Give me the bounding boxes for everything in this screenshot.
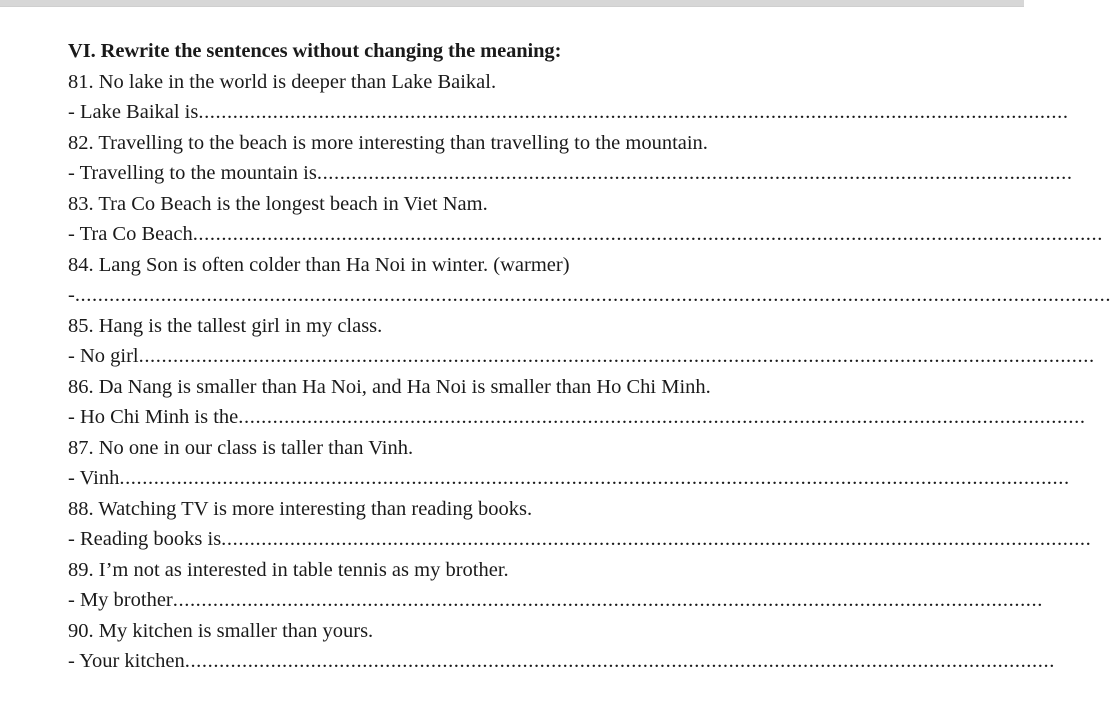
- answer-line: [68, 158, 1073, 189]
- question-text: 85. Hang is the tallest girl in my class.: [68, 314, 383, 337]
- answer-blank: ........................................................................................................................................................: [198, 101, 1069, 123]
- viewer-top-bar: [0, 0, 1024, 7]
- answer-line: [68, 463, 1070, 494]
- question-text: 81. No lake in the world is deeper than Lake Baikal.: [68, 70, 497, 93]
- question-text: 90. My kitchen is smaller than yours.: [68, 619, 374, 642]
- question-text: 83. Tra Co Beach is the longest beach in Viet Nam.: [68, 192, 488, 215]
- answer-blank: ........................................................................................................................................................: [184, 650, 1055, 672]
- answer-blank: ....................................................................................................................................: [316, 162, 1073, 184]
- answer-prefix: - Tra Co Beach: [68, 223, 193, 245]
- answer-line: [68, 585, 1043, 616]
- answer-blank: ......................................................................................................................................................................: [119, 467, 1070, 489]
- section-heading: VI. Rewrite the sentences without changing the meaning:: [68, 40, 562, 62]
- exercise-item: [68, 250, 1111, 311]
- answer-prefix: - Travelling to the mountain is: [68, 162, 317, 184]
- exercise-item: [68, 128, 1073, 189]
- worksheet-page: [68, 36, 1111, 677]
- exercise-item: [68, 372, 1086, 433]
- answer-line: [68, 97, 1069, 128]
- exercise-item: [68, 433, 1070, 494]
- answer-prefix: - Your kitchen: [68, 650, 185, 672]
- question-text: 88. Watching TV is more interesting than reading books.: [68, 497, 533, 520]
- answer-blank: ....................................................................................................................................................: [238, 406, 1086, 428]
- answer-prefix: - Vinh: [68, 467, 120, 489]
- exercise-item: [68, 555, 1043, 616]
- question-text: 84. Lang Son is often colder than Ha Noi in winter. (warmer): [68, 253, 570, 276]
- answer-blank: ........................................................................................................................................................: [172, 589, 1043, 611]
- answer-prefix: - Reading books is: [68, 528, 222, 550]
- question-text: 87. No one in our class is taller than Vinh.: [68, 436, 414, 459]
- answer-blank: .....................................................................................................................................................................................: [74, 284, 1111, 306]
- exercise-item: [68, 311, 1095, 372]
- answer-line: [68, 646, 1055, 677]
- question-text: 82. Travelling to the beach is more interesting than travelling to the mountain.: [68, 131, 708, 154]
- answer-prefix: -: [68, 284, 75, 306]
- answer-blank: ........................................................................................................................................................: [221, 528, 1092, 550]
- answer-prefix: - No girl: [68, 345, 139, 367]
- exercise-item: [68, 67, 1069, 128]
- question-text: 89. I’m not as interested in table tennis as my brother.: [68, 558, 509, 581]
- answer-prefix: - Lake Baikal is: [68, 101, 199, 123]
- answer-line: [68, 341, 1095, 372]
- answer-line: [68, 280, 1111, 311]
- exercise-item: [68, 616, 1055, 677]
- exercise-item: [68, 494, 1092, 555]
- answer-prefix: - My brother: [68, 589, 173, 611]
- answer-line: [68, 219, 1103, 250]
- answer-line: [68, 524, 1092, 555]
- question-text: 86. Da Nang is smaller than Ha Noi, and Ha Noi is smaller than Ho Chi Minh.: [68, 375, 711, 398]
- exercise-item: [68, 189, 1103, 250]
- answer-line: [68, 402, 1086, 433]
- answer-prefix: - Ho Chi Minh is the: [68, 406, 239, 428]
- answer-blank: ...............................................................................................................................................................: [192, 223, 1103, 245]
- answer-blank: .......................................................................................................................................................................: [138, 345, 1095, 367]
